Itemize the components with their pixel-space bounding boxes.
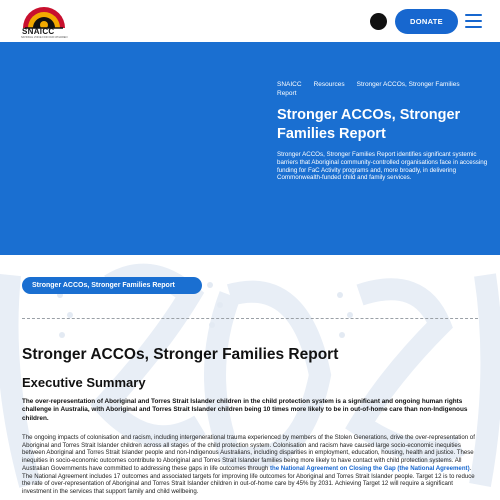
logo-text: SNAICC [22, 27, 55, 36]
lead-paragraph: The over-representation of Aboriginal and Torres Strait Islander children in the child protection system is a significant and ongoing human rights challenge in Australia, with Aboriginal and Torres Strait Islander children being 10 times more likely to be in out-of-home care than non-Indigenous children. [22, 398, 468, 422]
dark-circle-icon[interactable] [370, 13, 387, 30]
body-text-part2: . The National Agreement includes 17 outcomes and associated targets for improving life outcomes for Aboriginal and Torres Strait Islander people. Target 12 is to reduce the rate of over-representation of Aboriginal and Torres Strait Islander children in out-of-home care by 45% by 2031. Achieving Target 12 will require a significant investment in the services that support family and child wellbeing. [22, 464, 475, 495]
section-divider [22, 318, 478, 319]
breadcrumb-current: Stronger ACCOs, Stronger Families Report [277, 81, 460, 97]
report-tag-pill[interactable]: Stronger ACCOs, Stronger Families Report [22, 277, 202, 294]
body-text-part1: The ongoing impacts of colonisation and racism, including intergenerational trauma experienced by members of the Stolen Generations, drive the over-representation of Aboriginal and Torres Strait Islander children across all stages of the child protection system. Colonisation and racism have caused large socio-economic inequities between Aboriginal and Torres Strait Islander people and non-Indigenous Australians, including disparities in employment, education, housing, health and justice. These inequities in socio-economic outcomes contribute to Aboriginal and Torres Strait Islander families being more likely to have contact with child protection systems. All Australian Governments have committed to addressing these gaps in life outcomes through [22, 434, 475, 472]
breadcrumb-resources[interactable]: Resources [313, 81, 345, 88]
national-agreement-link[interactable]: the National Agreement on Closing the Gap (the National Agreement) [269, 464, 470, 472]
donate-button[interactable]: DONATE [395, 9, 458, 34]
logo-tagline: NATIONAL VOICE FOR OUR CHILDREN [21, 36, 68, 39]
breadcrumb-snaicc[interactable]: SNAICC [277, 81, 302, 88]
breadcrumb [277, 81, 487, 98]
section-heading: Executive Summary [22, 375, 146, 390]
page-title: Stronger ACCOs, Stronger Families Report [22, 346, 339, 363]
hero-title: Stronger ACCOs, Stronger Families Report [277, 107, 461, 142]
hamburger-menu-icon[interactable] [464, 11, 484, 31]
site-header [0, 0, 500, 42]
body-paragraph [22, 434, 478, 496]
hero-banner [0, 42, 500, 255]
hero-description: Stronger ACCOs, Stronger Families Report identifies significant systemic barriers that Aboriginal community-controlled organisations face in accessing funding for FaC Activity programs and, more broadly, in delivering Commonwealth-funded child and family services. [277, 151, 488, 182]
